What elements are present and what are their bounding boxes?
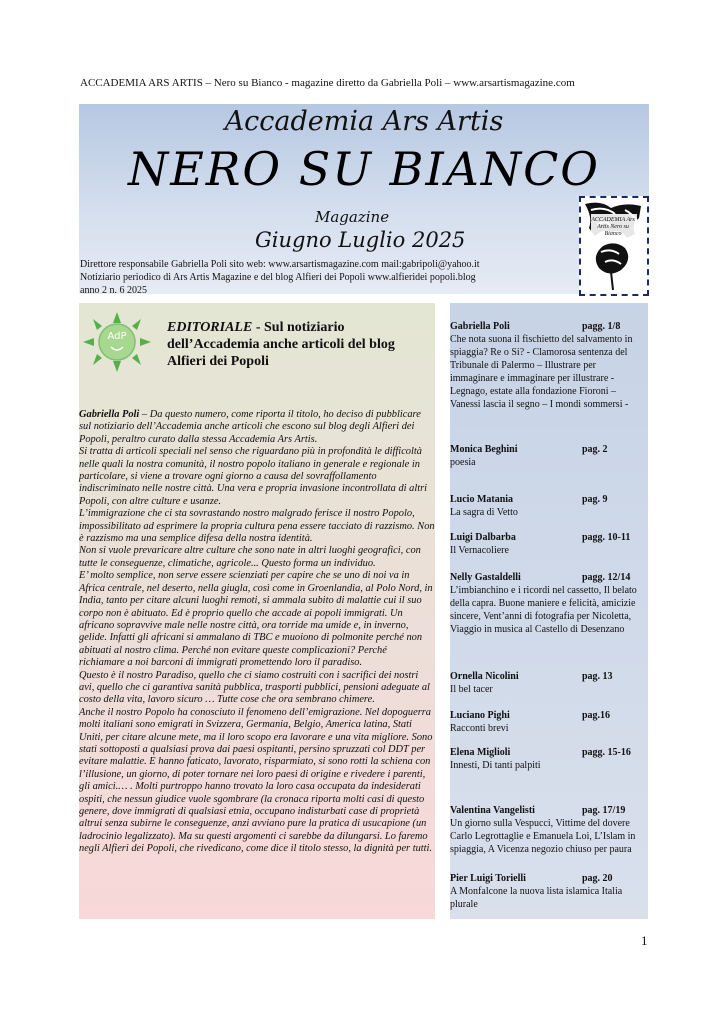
contents-sidebar (450, 303, 648, 919)
entry-description: Il Vernacoliere (450, 545, 509, 556)
entry-pages: pag.16 (582, 710, 611, 721)
entry-author: Nelly Gastaldelli (450, 572, 521, 583)
academy-logo (579, 196, 649, 296)
editorial-panel (79, 303, 435, 919)
editorial-kicker: EDITORIALE (167, 320, 253, 335)
masthead-magazine-label: Magazine (315, 208, 390, 226)
contents-entry (450, 746, 648, 772)
academy-logo-text: ACCADEMIA Ars Artis Nero su Bianco (591, 217, 635, 237)
masthead-academy-name: Accademia Ars Artis (224, 106, 504, 137)
editorial-paragraph: L’immigrazione che ci sta sovrastando nostro malgrado ferisce il nostro Popolo, impossibilitato ad esprimere la propria cultura pena essere tacciato di razzismo. Non è razzismo ma una semplice difesa della nostra identità. (79, 508, 435, 545)
entry-description: Un giorno sulla Vespucci, Vittime del dovere Carlo Legrottaglie e Emanuela Loi, L’Islam in spiaggia, A Vicenza negozio chiuso per paura (450, 818, 636, 855)
entry-author: Luciano Pighi (450, 710, 510, 721)
entry-author: Lucio Matania (450, 494, 514, 505)
entry-author: Monica Beghini (450, 444, 518, 455)
editorial-paragraph: Non si vuole prevaricare altre culture che sono nate in altri luoghi geografici, con tutte le conseguenze, climatiche, agricole... Questo forma un individuo. (79, 545, 421, 569)
entry-author: Valentina Vangelisti (450, 805, 535, 816)
entry-description: Che nota suona il fischietto del salvamento in spiaggia? Re o Si? - Clamorosa sentenza del Tribunale di Palermo – Illustrare per immaginare e immaginare per illustrare - Legnago, estate alla fondazione Fioroni – Vanessi lascia il segno – I mondi sommersi - (450, 334, 633, 410)
entry-pages: pagg. 12/14 (582, 572, 631, 583)
entry-pages: pag. 13 (582, 671, 613, 682)
entry-pages: pag. 2 (582, 444, 608, 455)
editorial-paragraph: Si tratta di articoli speciali nel senso che riguardano più in profondità le difficoltà nelle quali la nostra comunità, il nostro popolo italiano in generale e regionale in particolare, si viene a trovare ogni giorno a causa del sovraffollamento indiscriminato nelle nostre città. Una vera e propria invasione incontrollata di altri Popoli, con altre culture e usanze. (79, 446, 428, 507)
entry-pages: pag. 9 (582, 494, 608, 505)
entry-description: Il bel tacer (450, 684, 493, 695)
editorial-paragraph: Questo è il nostro Paradiso, quello che ci siamo costruiti con i sacrifici dei nostri avi, quello che ci garantiva sanità pubblica, trasporti pubblici, pensioni adeguate al costo della vita, lavoro sicuro … Tutte cose che ora sembrano chimere. (79, 669, 430, 706)
contents-entry (450, 443, 648, 469)
entry-pages: pagg. 10-11 (582, 532, 631, 543)
contents-entry (450, 320, 648, 411)
editorial-body (79, 409, 435, 856)
masthead-director-line: Direttore responsabile Gabriella Poli sito web: www.arsartismagazine.com mail:gabripoli@yahoo.it (80, 259, 480, 270)
editorial-paragraph: Gabriella Poli – Da questo numero, come riporta il titolo, ho deciso di pubblicare sul notiziario dell’Accademia anche articoli che escono sul blog degli Alfieri dei Popoli, peraltro curato dalla stessa Accademia Ars Artis. (79, 409, 421, 445)
editorial-paragraph: E’ molto semplice, non serve essere scienziati per capire che se uno di noi va in Africa centrale, nel deserto, nella giugla, così come in Groenlandia, al Polo Nord, in India, tanto per citare alcuni luoghi remoti, si ammala subito di malattie cui il suo corpo non è abituato. Ed è proprio quello che accade ai popoli immigrati. Un africano sopravvive male nelle nostre città, ora torride ma umide e, in inverno, gelide. Infatti gli africani si ammalano di TBC e muoiono di polmonite perché non abituati al nostro clima. Perché non evitare queste complicazioni? Perché richiamare a noi barconi di immigrati promettendo loro il paradiso. (79, 570, 433, 669)
masthead-year-line: anno 2 n. 6 2025 (80, 285, 147, 296)
contents-entry (450, 493, 648, 519)
entry-description: A Monfalcone la nuova lista islamica Italia plurale (450, 886, 623, 910)
entry-author: Elena Miglioli (450, 747, 511, 758)
editorial-headline (167, 319, 427, 370)
svg-text:AdP: AdP (107, 331, 127, 342)
editorial-author: Gabriella Poli (79, 409, 140, 420)
entry-author: Ornella Nicolini (450, 671, 519, 682)
contents-entry (450, 872, 648, 911)
contents-entry (450, 571, 648, 636)
entry-pages: pagg. 1/8 (582, 321, 621, 332)
entry-pages: pagg. 15-16 (582, 747, 631, 758)
entry-pages: pag. 20 (582, 873, 613, 884)
contents-entry (450, 709, 648, 735)
masthead-issue-date: Giugno Luglio 2025 (255, 228, 466, 252)
entry-author: Luigi Dalbarba (450, 532, 516, 543)
entry-description: La sagra di Vetto (450, 507, 518, 518)
masthead-periodical-line: Notiziario periodico di Ars Artis Magazine e del blog Alfieri dei Popoli www.alfieridei popoli.blog (80, 272, 476, 283)
alfieri-dei-popoli-icon (81, 311, 153, 373)
academy-logo-icon (581, 198, 647, 294)
contents-entry (450, 670, 648, 696)
contents-entry (450, 804, 648, 856)
masthead-title: NERO SU BIANCO (127, 142, 601, 196)
entry-description: poesia (450, 457, 476, 468)
entry-description: Innesti, Di tanti palpiti (450, 760, 541, 771)
editorial-title: - Sul notiziario dell’Accademia anche articoli del blog Alfieri dei Popoli (167, 320, 395, 369)
editorial-paragraph: Anche il nostro Popolo ha conosciuto il fenomeno dell’emigrazione. Nel dopoguerra molti italiani sono emigrati in Svizzera, Germania, Belgio, America latina, Stati Uniti, per citare alcune mete, ma il loro scopo era lavorare e una vita migliore. Sono stati sottoposti a qualsiasi prova dai paesi ospitanti, persino spruzzati col DDT per evitare malattie. E hanno faticato, lavorato, risparmiato, si sono rotti la schiena con l’illusione, un giorno, di poter tornare nei loro paesi di origine e rivedere i parenti, gli amici.… . Molti purtroppo hanno trovato la loro casa occupata da indesiderati ospiti, che nessun giudice vuole sgombrare (la cronaca riporta molti casi di questo genere, dove immigrati di qualsiasi etnia, occupano indisturbati case di proprietà altrui senza subirne le conseguenze, anzi avviano pure la pratica di usucapione (un ladrocinio legalizzato). Ma su questi argomenti ci sarebbe da dilungarsi. Lo faremo negli Alfieri dei Popoli, che rivedicano, come dice il titolo stesso, la dignità per tutti. (79, 706, 433, 855)
entry-description: L’imbianchino e i ricordi nel cassetto, Il belato della capra. Buone maniere e felicità, amicizie sincere, Vent’anni di fotografia per Nicoletta, Viaggio in musica al Castello di Desenzano (450, 585, 637, 635)
entry-author: Gabriella Poli (450, 321, 510, 332)
masthead (79, 104, 649, 294)
entry-description: Racconti brevi (450, 723, 509, 734)
contents-entry (450, 531, 648, 557)
entry-pages: pag. 17/19 (582, 805, 626, 816)
running-header: ACCADEMIA ARS ARTIS – Nero su Bianco - magazine diretto da Gabriella Poli – www.arsartismagazine.com (80, 77, 575, 89)
entry-author: Pier Luigi Torielli (450, 873, 526, 884)
page-number: 1 (641, 933, 648, 948)
